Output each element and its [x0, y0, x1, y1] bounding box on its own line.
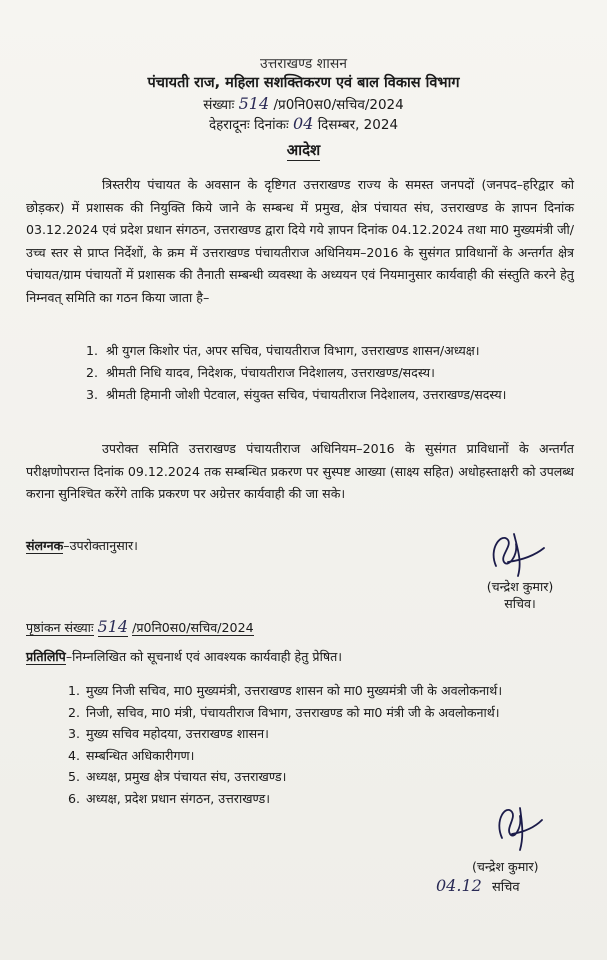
committee-list	[86, 340, 576, 406]
signature-1-block	[460, 578, 580, 612]
government-name: उत्तराखण्ड शासन	[259, 56, 348, 72]
date-suffix: दिसम्बर, 2024	[317, 117, 399, 133]
recipient-item: 2. निजी, सचिव, मा0 मंत्री, पंचायतीराज विभाग, उत्तराखण्ड को मा0 मंत्री जी के अवलोकनार्थ।	[68, 704, 500, 720]
recipient-item: 4. सम्बन्धित अधिकारीगण।	[68, 747, 195, 763]
recipient-item: 5. अध्यक्ष, प्रमुख क्षेत्र पंचायत संघ, उत्तराखण्ड।	[68, 769, 287, 784]
signature-2-handwritten-date: 04.12	[436, 876, 482, 895]
place-date-prefix: देहरादूनः दिनांकः	[208, 117, 289, 133]
place-date	[0, 114, 607, 133]
signatory-2-designation: सचिव	[491, 880, 520, 895]
order-number-suffix: /प्र0नि0स0/सचिव/2024	[273, 97, 404, 113]
enclosure-label: संलग्नक	[26, 538, 64, 553]
signatory-2-name: (चन्द्रेश कुमार)	[472, 859, 539, 874]
signature-2-image	[486, 800, 546, 856]
recipient-list	[68, 680, 580, 809]
paragraph-1: त्रिस्तरीय पंचायत के अवसान के दृष्टिगत उत्तराखण्ड राज्य के समस्त जनपदों (जनपद–हरिद्वार को छोड़कर) में प्रशासक की नियुक्ति किये जाने के सम्बन्ध में प्रमुख, क्षेत्र पंचायत संघ, उत्तराखण्ड के ज्ञापन दिनांक 03.12.2024 एवं प्रदेश प्रधान संगठन, उत्तराखण्ड द्वारा दिये गये ज्ञापन दिनांक 04.12.2024 तथा मा0 मुख्यमंत्री जी/उच्च स्तर से प्राप्त निर्देशों, के क्रम में उत्तराखण्ड पंचायतीराज अधिनियम–2016 के सुसंगत प्राविधानों के अन्तर्गत क्षेत्र पंचायत/ग्राम पंचायतों में प्रशासक की तैनाती सम्बन्धी व्यवस्था के अध्ययन एवं नियमानुसार कार्यवाही की संस्तुति करने हेतु निम्नवत् समिति का गठन किया जाता है–	[26, 177, 574, 305]
committee-member: 1. श्री युगल किशोर पंत, अपर सचिव, पंचायतीराज विभाग, उत्तराखण्ड शासन/अध्यक्ष।	[86, 343, 480, 358]
recipient-item: 6. अध्यक्ष, प्रदेश प्रधान संगठन, उत्तराखण्ड।	[68, 790, 271, 806]
endorsement-number-handwritten: 514	[97, 617, 129, 636]
enclosure-line	[26, 537, 138, 554]
endorsement-suffix: /प्र0नि0स0/सचिव/2024	[132, 620, 254, 635]
copy-text: –निम्नलिखित को सूचनार्थ एवं आवश्यक कार्यवाही हेतु प्रेषित।	[65, 649, 343, 664]
order-number	[0, 94, 607, 113]
endorsement-prefix: पृष्ठांकन संख्याः	[26, 620, 94, 635]
copy-line	[26, 648, 342, 665]
committee-member: 2. श्रीमती निधि यादव, निदेशक, पंचायतीराज निदेशालय, उत्तराखण्ड/सदस्य।	[86, 365, 435, 380]
date-handwritten: 04	[293, 114, 314, 133]
order-number-handwritten: 514	[238, 94, 270, 113]
copy-label: प्रतिलिपि	[26, 649, 66, 664]
department-name: पंचायती राज, महिला सशक्तिकरण एवं बाल विकास विभाग	[147, 75, 460, 91]
committee-member: 3. श्रीमती हिमानी जोशी पेटवाल, संयुक्त सचिव, पंचायतीराज निदेशालय, उत्तराखण्ड/सदस्य।	[86, 387, 507, 402]
order-title: आदेश	[286, 141, 321, 159]
recipient-item: 1. मुख्य निजी सचिव, मा0 मुख्यमंत्री, उत्तराखण्ड शासन को मा0 मुख्यमंत्री जी के अवलोकनार्थ।	[68, 683, 503, 698]
signatory-name: (चन्द्रेश कुमार)	[486, 579, 554, 594]
recipient-item: 3. मुख्य सचिव महोदया, उत्तराखण्ड शासन।	[68, 726, 269, 741]
signature-1-image	[478, 526, 548, 584]
signature-2-date-line	[436, 876, 520, 895]
order-number-prefix: संख्याः	[203, 97, 235, 113]
enclosure-text: –उपरोक्तानुसार।	[63, 538, 138, 553]
endorsement-number	[26, 617, 254, 636]
signatory-designation: सचिव।	[504, 596, 536, 611]
paragraph-2: उपरोक्त समिति उत्तराखण्ड पंचायतीराज अधिनियम–2016 के सुसंगत प्राविधानों के अन्तर्गत परीक्षणोपरान्त दिनांक 09.12.2024 तक सम्बन्धित प्रकरण पर सुस्पष्ट आख्या (साक्ष्य सहित) अधोहस्ताक्षरी को उपलब्ध कराना सुनिश्चित करेंगे ताकि प्रकरण पर अग्रेत्तर कार्यवाही की जा सके।	[26, 441, 574, 502]
